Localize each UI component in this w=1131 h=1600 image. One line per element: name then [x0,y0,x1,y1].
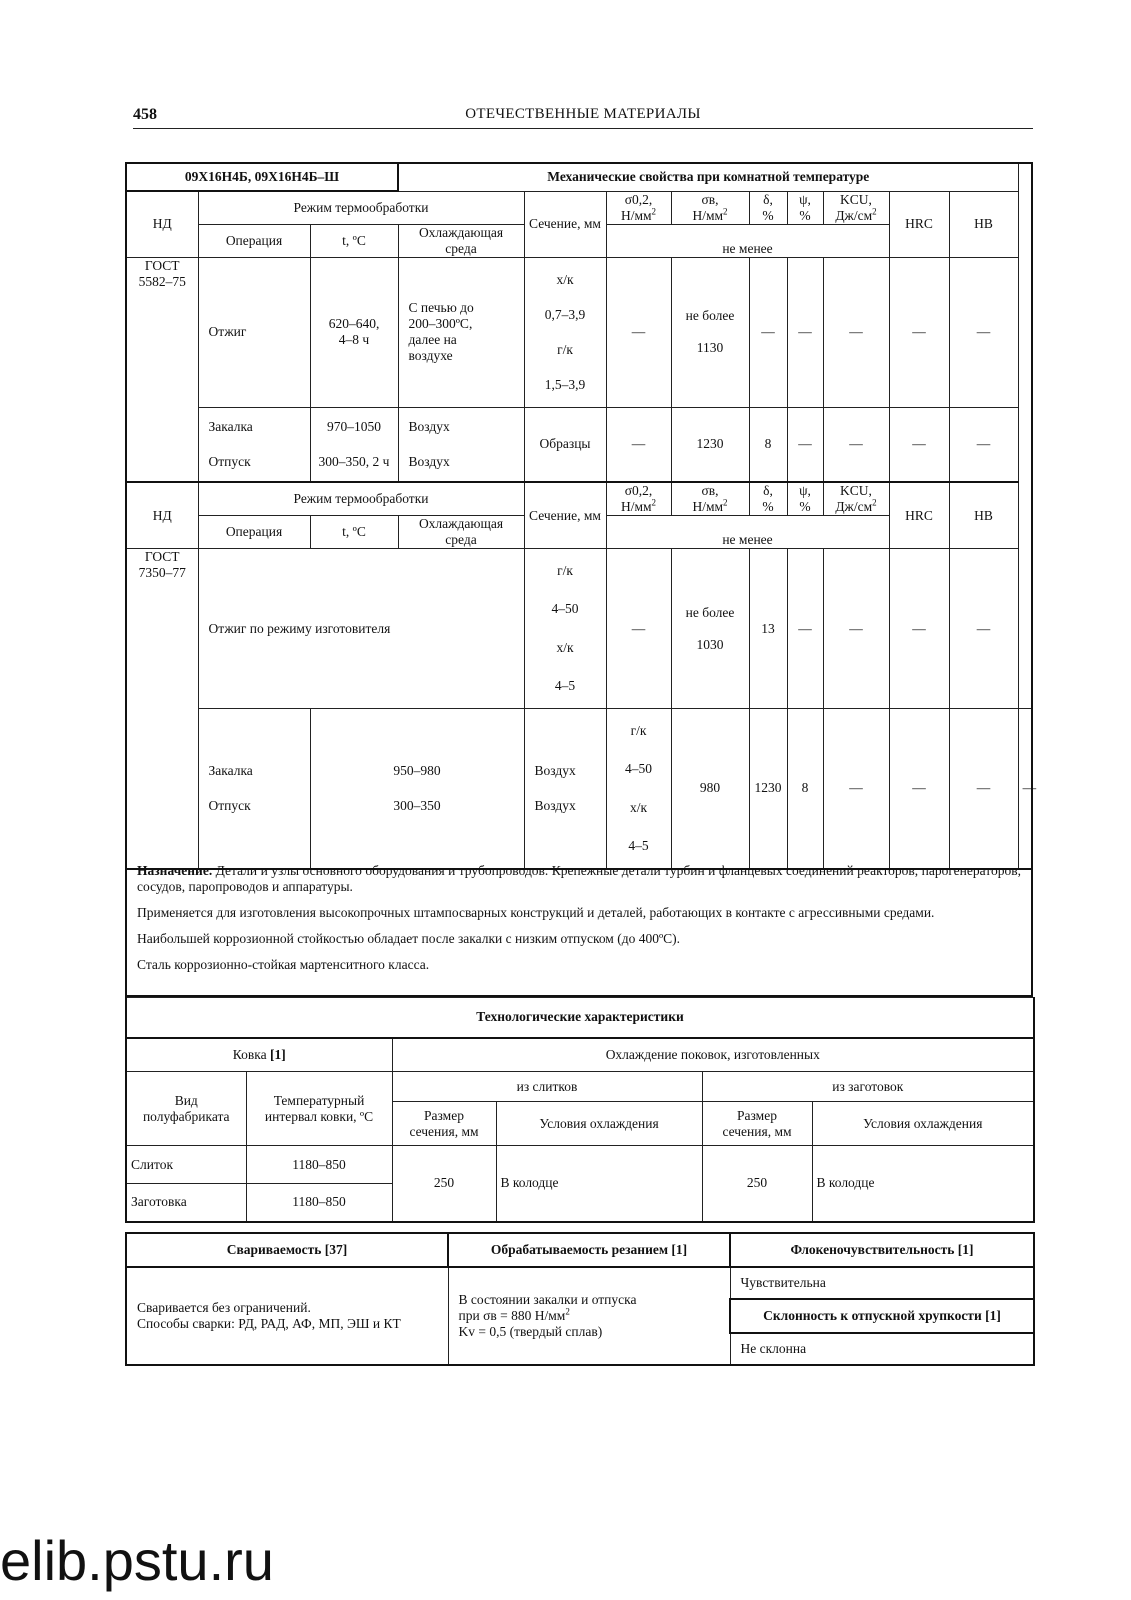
from-ingots-header: из слитков [392,1072,702,1102]
kcu-value: — [823,257,889,407]
kind-header: Вид полуфабриката [126,1072,246,1146]
medium-quench-temper: Воздух Воздух [398,407,524,482]
sv-value: 1230 [749,709,787,869]
weldability-text: Сваривается без ограничений. Способы сварки: РД, РАД, АФ, МП, ЭШ и КТ [126,1267,448,1365]
class-paragraph: Сталь коррозионно-стойкая мартенситного класса. [137,957,430,972]
temp-quench-temper: 970–1050 300–350, 2 ч [310,407,398,482]
psi-header: ψ, % [787,482,823,516]
hrc-value: — [889,407,949,482]
purpose-paragraph: Назначение. Детали и узлы основного оборудования и трубопроводов. Крепежные детали турбин и фланцевых соединений реакторов, парогенераторов, сосудов, паропроводов и аппаратуры. [137,863,1022,894]
grade-label: 09Х16Н4Б, 09Х16Н4Б–Ш [126,163,398,191]
hb-value: — [949,407,1018,482]
kind-ingot: Слиток [126,1146,246,1184]
section-samples: Образцы [524,407,606,482]
delta-header: δ, % [749,191,787,224]
kcu-header: KCU, $Дж/см^2$ [823,482,889,516]
not-less-label: не менее [606,224,889,257]
size-header: Размер сечения, мм [392,1102,496,1146]
watermark: elib.pstu.ru [0,1529,274,1592]
interval-billet: 1180–850 [246,1184,392,1222]
forging-header: Ковка [1] [126,1038,392,1072]
sv-header: σв, $Н/мм^2$ [671,482,749,516]
technology-table [125,997,1035,1223]
delta-value: 8 [749,407,787,482]
delta-header: δ, % [749,482,787,516]
delta-value: — [749,257,787,407]
running-title: ОТЕЧЕСТВЕННЫЕ МАТЕРИАЛЫ [465,106,701,122]
s02-value: — [606,257,671,407]
hb-header: НВ [949,482,1018,549]
hrc-header: HRC [889,191,949,257]
hrc-value: — [889,549,949,709]
section-annealing: г/к 4–50 х/к 4–5 [524,549,606,709]
ingot-cond: В колодце [496,1146,702,1222]
medium-header: Охлаждающая среда [398,516,524,549]
kcu-value: — [889,709,949,869]
psi-value: — [787,549,823,709]
flake-header: Флокеночувствительность [1] [730,1233,1034,1267]
corrosion-paragraph: Наибольшей коррозионной стойкостью обладает после закалки с низким отпуском (до 400ºС). [137,931,681,946]
size-header: Размер сечения, мм [702,1102,812,1146]
hrc-header: HRC [889,482,949,549]
medium-annealing: С печью до 200–300ºС, далее на воздухе [398,257,524,407]
page-number: 458 [133,106,157,123]
hb-value: — [1018,709,1032,869]
s02-header: σ0,2, $Н/мм^2$ [606,191,671,224]
not-less-label: не менее [606,516,889,549]
properties-bottom-table [125,1232,1035,1366]
psi-value: — [823,709,889,869]
cond-header: Условия охлаждения [496,1102,702,1146]
interval-ingot: 1180–850 [246,1146,392,1184]
sv-value: не более 1030 [671,549,749,709]
cond-header: Условия охлаждения [812,1102,1034,1146]
delta-value: 8 [787,709,823,869]
mechanical-properties-table [125,162,1037,870]
sv-header: σв, $Н/мм^2$ [671,191,749,224]
hb-value: — [949,257,1018,407]
hb-value: — [949,549,1018,709]
nd-gost-7350: ГОСТ 7350–77 [126,549,198,869]
kcu-value: — [823,407,889,482]
interval-header: Температурный интервал ковки, ºС [246,1072,392,1146]
sv-value: не более 1130 [671,257,749,407]
purpose-section [125,857,1033,997]
billet-cond: В колодце [812,1146,1034,1222]
application-paragraph: Применяется для изготовления высокопрочных штампосварных конструкций и деталей, работающих в контакте с агрессивными средами. [137,905,935,920]
nd-header: НД [126,191,198,257]
page-header [133,104,1033,129]
mech-title: Механические свойства при комнатной температуре [398,163,1018,191]
flake-text: Чувствительна [730,1267,1034,1299]
billet-size: 250 [702,1146,812,1222]
s02-value: — [606,407,671,482]
medium-header: Охлаждающая среда [398,224,524,257]
section-annealing: х/к 0,7–3,9 г/к 1,5–3,9 [524,257,606,407]
nd-gost-5582: ГОСТ 5582–75 [126,257,198,482]
delta-value: 13 [749,549,787,709]
section-header: Сечение, мм [524,482,606,549]
temp-quench-temper: 950–980 300–350 [310,709,524,869]
operation-header: Операция [198,224,310,257]
temper-brittleness-header: Склонность к отпускной хрупкости [1] [730,1299,1034,1333]
kcu-value: — [823,549,889,709]
temp-header: t, ºС [310,224,398,257]
medium-quench-temper: Воздух Воздух [524,709,606,869]
op-annealing-manufacturer: Отжиг по режиму изготовителя [198,549,524,709]
kcu-header: KCU, $Дж/см^2$ [823,191,889,224]
weldability-header: Свариваемость [37] [126,1233,448,1267]
regime-header: Режим термообработки [198,191,524,224]
regime-header: Режим термообработки [198,482,524,516]
temp-annealing: 620–640, 4–8 ч [310,257,398,407]
psi-header: ψ, % [787,191,823,224]
section-header: Сечение, мм [524,191,606,257]
from-billets-header: из заготовок [702,1072,1034,1102]
temp-header: t, ºС [310,516,398,549]
machinability-header: Обрабатываемость резанием [1] [448,1233,730,1267]
hb-header: НВ [949,191,1018,257]
hrc-value: — [889,257,949,407]
op-quench-temper: Закалка Отпуск [198,407,310,482]
operation-header: Операция [198,516,310,549]
op-annealing: Отжиг [198,257,310,407]
s02-header: σ0,2, $Н/мм^2$ [606,482,671,516]
s02-value: 980 [671,709,749,869]
s02-value: — [606,549,671,709]
kind-billet: Заготовка [126,1184,246,1222]
psi-value: — [787,407,823,482]
machinability-text: В состоянии закалки и отпуска при σв = 880 $Н/мм^2$ Kv = 0,5 (твердый сплав) [448,1267,730,1365]
nd-header: НД [126,482,198,549]
op-quench-temper: Закалка Отпуск [198,709,310,869]
cooling-header: Охлаждение поковок, изготовленных [392,1038,1034,1072]
tech-title: Технологические характеристики [126,998,1034,1038]
psi-value: — [787,257,823,407]
sv-value: 1230 [671,407,749,482]
ingot-size: 250 [392,1146,496,1222]
section-quench-temper: г/к 4–50 х/к 4–5 [606,709,671,869]
temper-brittleness-text: Не склонна [730,1333,1034,1365]
hrc-value: — [949,709,1018,869]
